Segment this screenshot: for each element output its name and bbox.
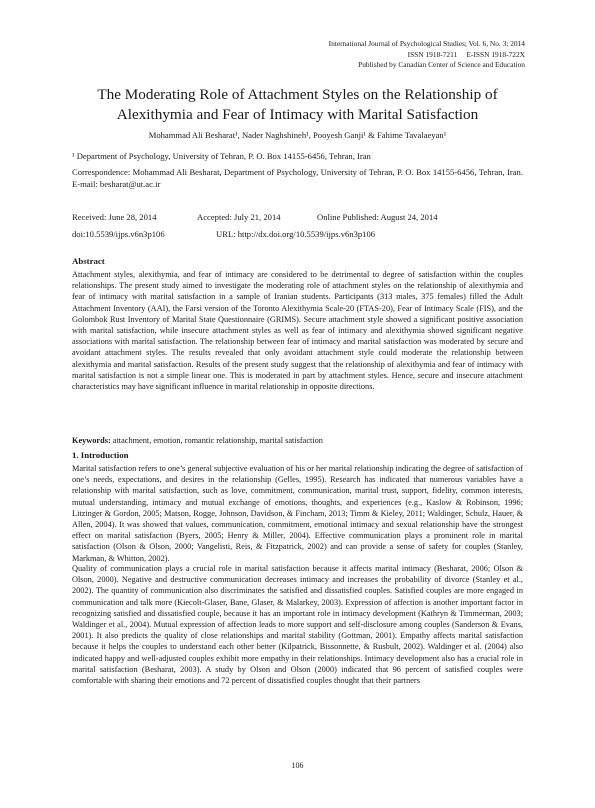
page-number: 106 — [291, 761, 304, 770]
published-date: Online Published: August 24, 2014 — [317, 212, 438, 222]
keywords — [72, 436, 523, 445]
doi-url[interactable]: URL: http://dx.doi.org/10.5539/ijps.v6n3p106 — [216, 228, 376, 239]
doi: doi:10.5539/ijps.v6n3p106 — [72, 228, 165, 239]
affiliation: ¹ Department of Psychology, University of Tehran, P. O. Box 14155-6456, Tehran, Iran — [72, 151, 371, 161]
keywords-list: attachment, emotion, romantic relationship, marital satisfaction — [110, 436, 323, 445]
journal-header — [329, 39, 525, 71]
intro-paragraph-2: Quality of communication plays a crucial role in marital satisfaction because it affects marital intimacy (Besharat, 2006; Olson & Olson, 2000). Negative and destructive communication decreases intimacy and increases the probability of divorce (Stanley et al., 2002). The quantity of communication also discriminates the satisfied and dissatisfied couples. Satisfied couples are more engaged in communication and talk more (Kiecolt-Glaser, Bane, Glaser, & Malarkey, 2003). Expression of affection is another important factor in recognizing satisfied and dissatisfied couple, because it has an important role in intimacy development (Kathryn & Timmerman, 2003; Waldinger et al., 2004). Mutual expression of affection leads to more support and self-disclosure among couples (Sanderson & Evans, 2001). It also predicts the quality of close relationships and marital stability (Gottman, 2001). Empathy affects marital satisfaction because it helps the couples to understand each other better (Kilpatrick, Bissonnette, & Rusbult, 2002). Waldinger et al. (2004) also indicated happy and well-adjusted couples exhibit more empathy in their relationships. Intimacy development also has a crucial role in marital satisfaction (Besharat, 2003). A study by Olson and Olson (2000) indicated that 96 percent of satisfied couples were comfortable with sharing their emotions and 72 percent of dissatisfied couples thought that their partners — [72, 564, 523, 686]
paper-title: The Moderating Role of Attachment Styles on the Relationship of Alexithymia and Fear of Intimacy with Marital Satisfaction — [97, 86, 498, 123]
abstract-text: Attachment styles, alexithymia, and fear of intimacy are considered to be detrimental to degree of satisfaction within the couples relationships. The present study aimed to investigate the moderating role of attachment styles on the relationship of alexithymia and fear of intimacy with marital satisfaction in a sample of Iranian students. Participants (313 males, 375 females) filled the Adult Attachment Inventory (AAI), the Farsi version of the Toronto Alexithymia Scale-20 (FTAS-20), Fear of Intimacy Scale (FIS), and the Golombok Rust Inventory of Marital State Questionnaire (GRIMS). Secure attachment style showed a significant positive association with marital satisfaction, while insecure attachment styles as well as fear of intimacy and alexithymia showed significant negative associations with marital satisfaction. The relationship between fear of intimacy and marital satisfaction was moderated by secure and avoidant attachment styles. The results revealed that only avoidant attachment style could moderate the relationship between alexithymia and marital satisfaction. Results of the present study suggest that the relationship of alexithymia and fear of intimacy with marital satisfaction is not a simple linear one. This is moderated in part by attachment styles. Hence, secure and insecure attachment characteristics may have significant influence in marital relationship in opposite directions. — [72, 270, 523, 392]
journal-publisher: Published by Canadian Center of Science and Education — [358, 60, 525, 70]
journal-issn: ISSN 1918-7211 E-ISSN 1918-722X — [407, 49, 525, 59]
accepted-date: Accepted: July 21, 2014 — [197, 212, 281, 222]
correspondence: Correspondence: Mohammad Ali Besharat, Department of Psychology, University of Tehran, P. O. Box 14155-6456, Tehran, Iran. E-mail: besharat@ut.ac.ir — [72, 167, 523, 189]
publication-dates — [72, 209, 523, 242]
intro-paragraph-1: Marital satisfaction refers to one’s general subjective evaluation of his or her marital relationship indicating the degree of satisfaction of one’s needs, expectations, and desires in the relationship (Gelles, 1995). Research has indicated that numerous variables have a relationship with marital satisfaction, such as love, commitment, communication, marital trust, support, fidelity, common interests, mutual understanding, intimacy and mutual exchange of emotions, thoughts, and experiences (e.g., Kaslow & Robinson, 1996; Litzinger & Gordon, 2005; Matson, Rogge, Johnson, Davidson, & Fincham, 2013; Timm & Kieley, 2011; Waldinger, Schulz, Hauer, & Allen, 2004). It was showed that values, communication, commitment, emotional intimacy and sexual relationship have the strongest effect on marital satisfaction (Byers, 2005; Henry & Miller, 2004). Effective communication plays a prominent role in marital satisfaction (Olson & Olson, 2000; Vangelisti, Reis, & Fitzpatrick, 2002) and can provide a sense of safety for couples (Stanley, Markman, & Whitton, 2002). — [72, 464, 523, 563]
journal-name: International Journal of Psychological Studies; Vol. 6, No. 3; 2014 — [328, 39, 525, 48]
section-heading-introduction: 1. Introduction — [72, 450, 129, 460]
author-list: Mohammad Ali Besharat¹, Nader Naghshineh¹, Pooyesh Ganji¹ & Fahime Tavalaeyan¹ — [148, 130, 447, 140]
keywords-label: Keywords: — [72, 436, 111, 445]
abstract-heading: Abstract — [72, 256, 105, 266]
received-date: Received: June 28, 2014 — [72, 212, 157, 222]
